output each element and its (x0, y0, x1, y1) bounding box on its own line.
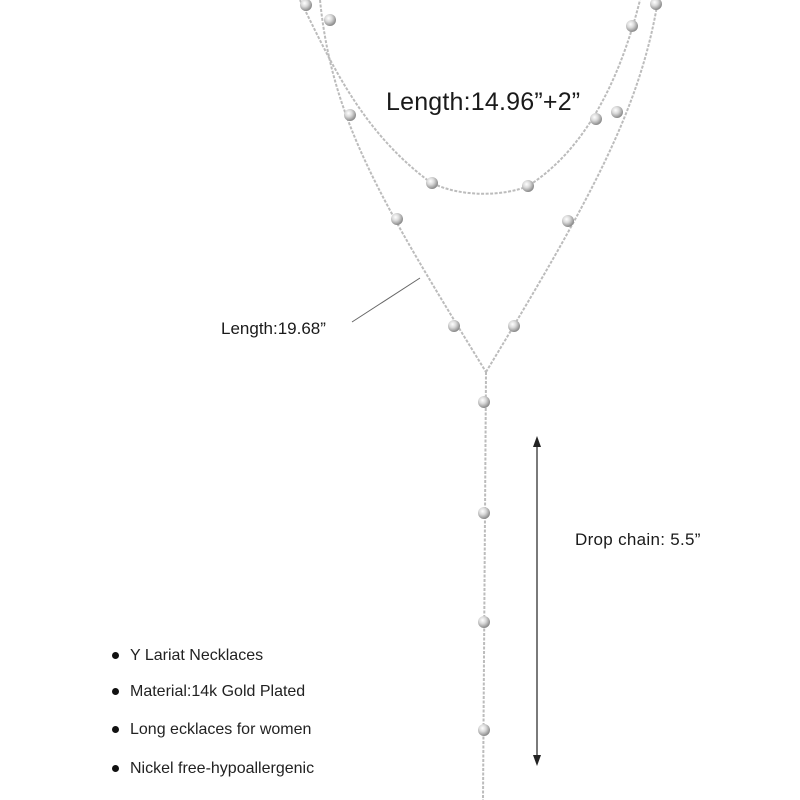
bead (590, 113, 602, 125)
bead (611, 106, 623, 118)
short-chain-length-label: Length:14.96”+2” (386, 88, 581, 116)
feature-item: Y Lariat Necklaces (112, 642, 314, 678)
long-chain-length-label: Length:19.68” (221, 319, 326, 338)
feature-item: Material:14k Gold Plated (112, 678, 314, 716)
bead (478, 396, 490, 408)
bead (344, 109, 356, 121)
bead (324, 14, 336, 26)
bead (626, 20, 638, 32)
length-leader-line (352, 278, 420, 322)
bead (300, 0, 312, 11)
bead (522, 180, 534, 192)
feature-list (112, 642, 314, 793)
bead (508, 320, 520, 332)
bead (562, 215, 574, 227)
bead (650, 0, 662, 10)
long-chain-beads (300, 0, 662, 332)
bead (448, 320, 460, 332)
bead (391, 213, 403, 225)
drop-dimension-arrow (533, 436, 541, 766)
feature-item: Long ecklaces for women (112, 716, 314, 755)
bead (478, 724, 490, 736)
bead (478, 507, 490, 519)
drop-chain-length-label: Drop chain: 5.5” (575, 530, 701, 549)
long-chain-right (486, 0, 658, 372)
long-chain-left (320, 0, 486, 372)
bead (478, 616, 490, 628)
bead (426, 177, 438, 189)
feature-item: Nickel free-hypoallergenic (112, 755, 314, 793)
